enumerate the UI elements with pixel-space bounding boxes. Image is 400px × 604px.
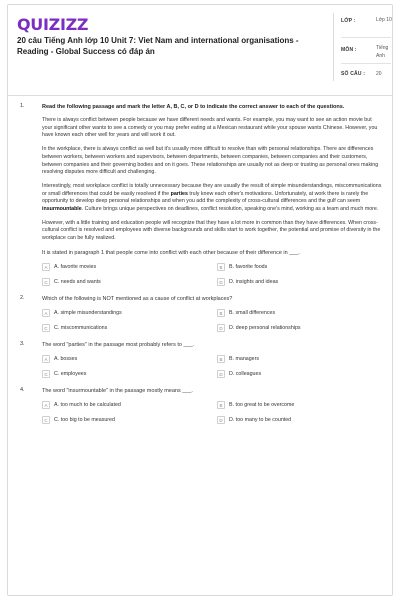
question-stem: Which of the following is NOT mentioned as a cause of conflict at workplaces? (42, 295, 233, 302)
passage-paragraph (42, 220, 382, 243)
meta-divider (341, 63, 391, 64)
worksheet-page (7, 4, 393, 596)
option-text: B. too great to be overcome (229, 402, 295, 409)
option-letter-box: C (42, 370, 50, 378)
question-item (20, 295, 382, 333)
class-value: Lớp 10 (376, 17, 392, 23)
option-letter-box: D (217, 324, 225, 332)
answer-options (42, 355, 382, 379)
question-stem: The word "parties" in the passage most probably refers to ___. (42, 341, 195, 348)
question-item (20, 387, 382, 425)
option-letter-box: A (42, 355, 50, 363)
question-list (8, 96, 392, 425)
answer-option[interactable] (42, 278, 207, 287)
option-text: C. too big to be measured (54, 417, 115, 424)
option-text: D. deep personal relationships (229, 325, 301, 332)
option-text: B. managers (229, 356, 260, 363)
reading-passage (42, 117, 382, 243)
answer-options (42, 263, 382, 287)
answer-option[interactable] (42, 309, 207, 318)
option-text: A. favorite movies (54, 264, 97, 271)
option-text: D. colleagues (229, 371, 262, 378)
answer-option[interactable] (217, 416, 382, 425)
option-letter-box: D (217, 278, 225, 286)
answer-option[interactable] (217, 324, 382, 333)
passage-text: In the workplace, there is always conflict as well but it's usually more difficult to resolve than with personal relationships. There are differences between workers, between workers and supervisors, between departments, between companies, between companies and their customers, between companies and their governing bodies and on it goes. These relationships are usually not as deep or trusting as personal ones making resolving disputes more difficult and challenging. (42, 146, 379, 176)
option-letter-box: D (217, 416, 225, 424)
question-item (20, 103, 382, 287)
answer-option[interactable] (217, 401, 382, 410)
option-letter-box: C (42, 324, 50, 332)
option-letter-box: B (217, 355, 225, 363)
option-letter-box: A (42, 263, 50, 271)
option-text: A. bosses (54, 356, 78, 363)
answer-option[interactable] (217, 370, 382, 379)
class-label: LỚP : (341, 18, 356, 24)
option-text: D. too many to be counted (229, 417, 292, 424)
question-body (42, 295, 382, 333)
option-letter-box: A (42, 309, 50, 317)
option-letter-box: C (42, 278, 50, 286)
option-letter-box: B (217, 309, 225, 317)
answer-options (42, 401, 382, 425)
passage-paragraph (42, 183, 382, 214)
option-text: A. simple misunderstandings (54, 310, 122, 317)
passage-paragraph (42, 146, 382, 177)
header-divider (333, 13, 334, 81)
option-letter-box: D (217, 370, 225, 378)
answer-options (42, 309, 382, 333)
question-number: 4. (20, 386, 25, 393)
passage-text: There is always conflict between people because we have different needs and wants. For example, you may want to see an action movie but your significant other wants to see a comedy or you may prefer eating at a Mexican restaurant while your spouse wants Chinese. However, you have known each other well for years and will work it out. (42, 117, 378, 139)
option-letter-box: B (217, 263, 225, 271)
worksheet-header (8, 5, 392, 96)
answer-option[interactable] (217, 355, 382, 364)
quizizz-logo: QUIZIZZ (17, 15, 89, 34)
option-letter-box: B (217, 401, 225, 409)
option-text: A. too much to be calculated (54, 402, 121, 409)
answer-option[interactable] (217, 278, 382, 287)
answer-option[interactable] (217, 263, 382, 272)
count-value: 20 (376, 71, 382, 77)
highlighted-word: insurmountable (42, 206, 82, 213)
answer-option[interactable] (42, 416, 207, 425)
passage-text: However, with a little training and education people will recognize that they have a lot more in common than they have differences. When cross-cultural conflict is resolved and employees with diverse backgrounds and skills start to work together, the potential and promise of diversity in the workplace can be fully realized. (42, 219, 381, 242)
answer-option[interactable] (42, 401, 207, 410)
question-number: 2. (20, 294, 25, 301)
count-label: SỐ CÂU : (341, 71, 366, 77)
answer-option[interactable] (42, 324, 207, 333)
meta-divider (341, 37, 391, 38)
option-text: D. insights and ideas (229, 279, 279, 286)
passage-text: . Culture brings unique perspectives on deadlines, conflict resolution, speaking one's mind, working as a team and much more. (81, 206, 379, 213)
answer-option[interactable] (42, 355, 207, 364)
passage-paragraph (42, 117, 382, 140)
answer-option[interactable] (217, 309, 382, 318)
option-text: C. needs and wants (54, 279, 101, 286)
option-text: C. miscommunications (54, 325, 108, 332)
page-title: 20 câu Tiếng Anh lớp 10 Unit 7: Viet Nam and international organisations - Reading - Global Success có đáp án (17, 36, 299, 56)
question-stem: The word "insurmountable" in the passage mostly means ___. (42, 387, 193, 394)
question-body (42, 387, 382, 425)
question-number: 3. (20, 340, 25, 347)
question-instruction: Read the following passage and mark the letter A, B, C, or D to indicate the correct answer to each of the questions. (42, 104, 345, 110)
passage-text: Interestingly, most workplace conflict is totally unnecessary because they are usually the result of simple misunderstandings, miscommunications or small differences that could be easily resolved if the (42, 182, 382, 197)
option-letter-box: A (42, 401, 50, 409)
subject-value: Tiếng Anh (376, 45, 389, 59)
option-letter-box: C (42, 416, 50, 424)
subject-label: MÔN : (341, 47, 357, 53)
question-body (42, 103, 382, 287)
answer-option[interactable] (42, 263, 207, 272)
option-text: C. employees (54, 371, 87, 378)
option-text: B. favorite foods (229, 264, 268, 271)
question-item (20, 341, 382, 379)
question-body (42, 341, 382, 379)
option-text: B. small differences (229, 310, 276, 317)
answer-option[interactable] (42, 370, 207, 379)
highlighted-word: parties (170, 190, 188, 197)
question-number: 1. (20, 103, 25, 109)
question-stem: It is stated in paragraph 1 that people come into conflict with each other because of their difference in ___. (42, 249, 300, 256)
passage-text: truly knew each other's motivations. Unfortunately, at work there is rarely the opportunity to develop deep personal relationships and when you add the complexity of cross-cultural differences and the gulf can seem (42, 190, 369, 205)
